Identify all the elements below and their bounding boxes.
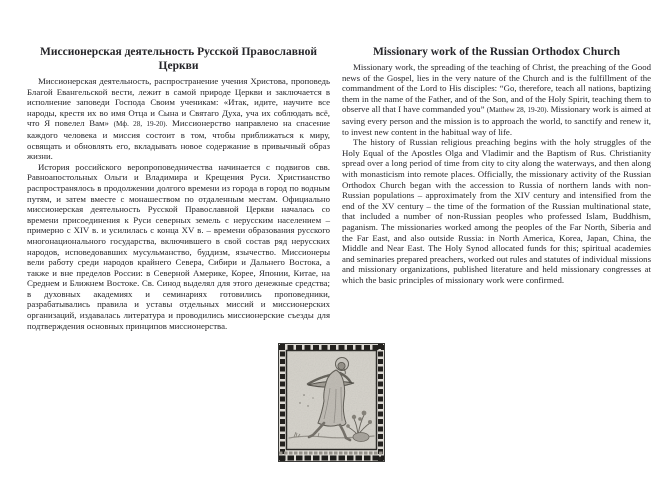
russian-column: [27, 45, 330, 331]
russian-paragraph-2: История российского веропроповедничества начинается с подвигов свв. Равноапостольных Ольги и Владимира и Крещения Руси. Христианство распространялось в продолжении долгого времени из города в город по водным путям, и затем вместе с монашеством по отдаленным местам. Официально миссионерская деятельность Русской Православной Церкви началась со времени присоединения к Руси северных земель с нерусским населением – примерно с XIV в. и усилилась с конца XV в. – времени образования русского многонационального государства, включившего в свой состав ряд нерусских народов, исповедовавших мусульманство, буддизм, язычество. Миссионеры вели работу среди народов крайнего Севера, Сибири и Дальнего Востока, а также и вне пределов России: в Северной Америке, Корее, Японии, Китае, на Среднем и Ближнем Востоке. Св. Синод выделял для этого денежные средства; в духовных академиях и семинариях готовились проповедники, разрабатывались правила и уставы отдельных миссий и миссионерских организаций, издавалась литература и проводились миссионерские съезды для подтверждения основных принципов миссионерства.: [27, 161, 330, 331]
russian-title: Миссионерская деятельность Русской Православной Церкви: [40, 46, 317, 72]
russian-paragraph-1-continuation: Миссионерство направлено на спасение каждого человека и миссия состоит в том, чтобы приближаться к миру, освящать и обновлять его, вкладывать новое содержание в привычный образ жизни.: [27, 118, 331, 162]
english-column: [342, 45, 651, 285]
english-paragraph-1: [342, 62, 651, 137]
scripture-reference-en: (Matthew 28, 19-20).: [486, 106, 549, 115]
english-paragraph-2: The history of Russian religious preaching begins with the holy struggles of the Holy Equal of the Apostles Olga and Vladimir and the Baptism of Rus. Christianity spread over a long period of time from city to city along the waterways, and then along with monasticism into remote places. Officially, the missionary activity of the Russian Orthodox Church began with the accession to Russia of northern lands with non-Russian populations – approximately from the XIV century and intensified from the end of the XV century – the time of the formation of the Russian multinational state, that included a number of non-Russian peoples who professed Islam, Buddhism, paganism. The missionaries worked among the peoples of the Far North, Siberia and the Far East, and also outside Russia: in North America, Korea, Japan, China, the Middle and Near East. The Holy Synod allocated funds for this; spiritual academies and seminaries prepared preachers, worked out rules and statutes of individual missions and missionary organizations, published literature and held missionary congresses at which the basic principles of missionary work were confirmed.: [342, 137, 651, 285]
sower-mosaic-figure: [278, 343, 385, 462]
english-paragraph-1-continuation: Missionary work is aimed at saving every person and the mission is to approach the world, to sanctify and renew it, to invest new content in the habitual way of life.: [342, 104, 651, 137]
russian-paragraph-1: [27, 76, 330, 162]
sower-mosaic-image: [278, 343, 385, 462]
russian-paragraph-1-text: Миссионерская деятельность, распространение учения Христова, проповедь Благой Евангельской вести, лежит в самой природе Церкви и заключается в исполнение заповеди Господа Своим ученикам: «Итак, идите, научите все народы, крестя их во имя Отца и Сына и Святаго Духа, уча их соблюдать всё, что Я повелел Вам»: [27, 76, 330, 129]
english-title: Missionary work of the Russian Orthodox Church: [372, 46, 621, 58]
scripture-reference-ru: (Мф. 28, 19-20).: [113, 120, 168, 129]
english-paragraph-1-text: Missionary work, the spreading of the teaching of Christ, the preaching of the Good news of the Gospel, lies in the very nature of the Church and is the fulfillment of the commandment of the Lord to His disciples: “Go, therefore, teach all nations, baptizing them in the name of the Father, and of the Son, and of the Holy Spirit, teaching them to observe all that I have commanded you”: [342, 62, 651, 115]
